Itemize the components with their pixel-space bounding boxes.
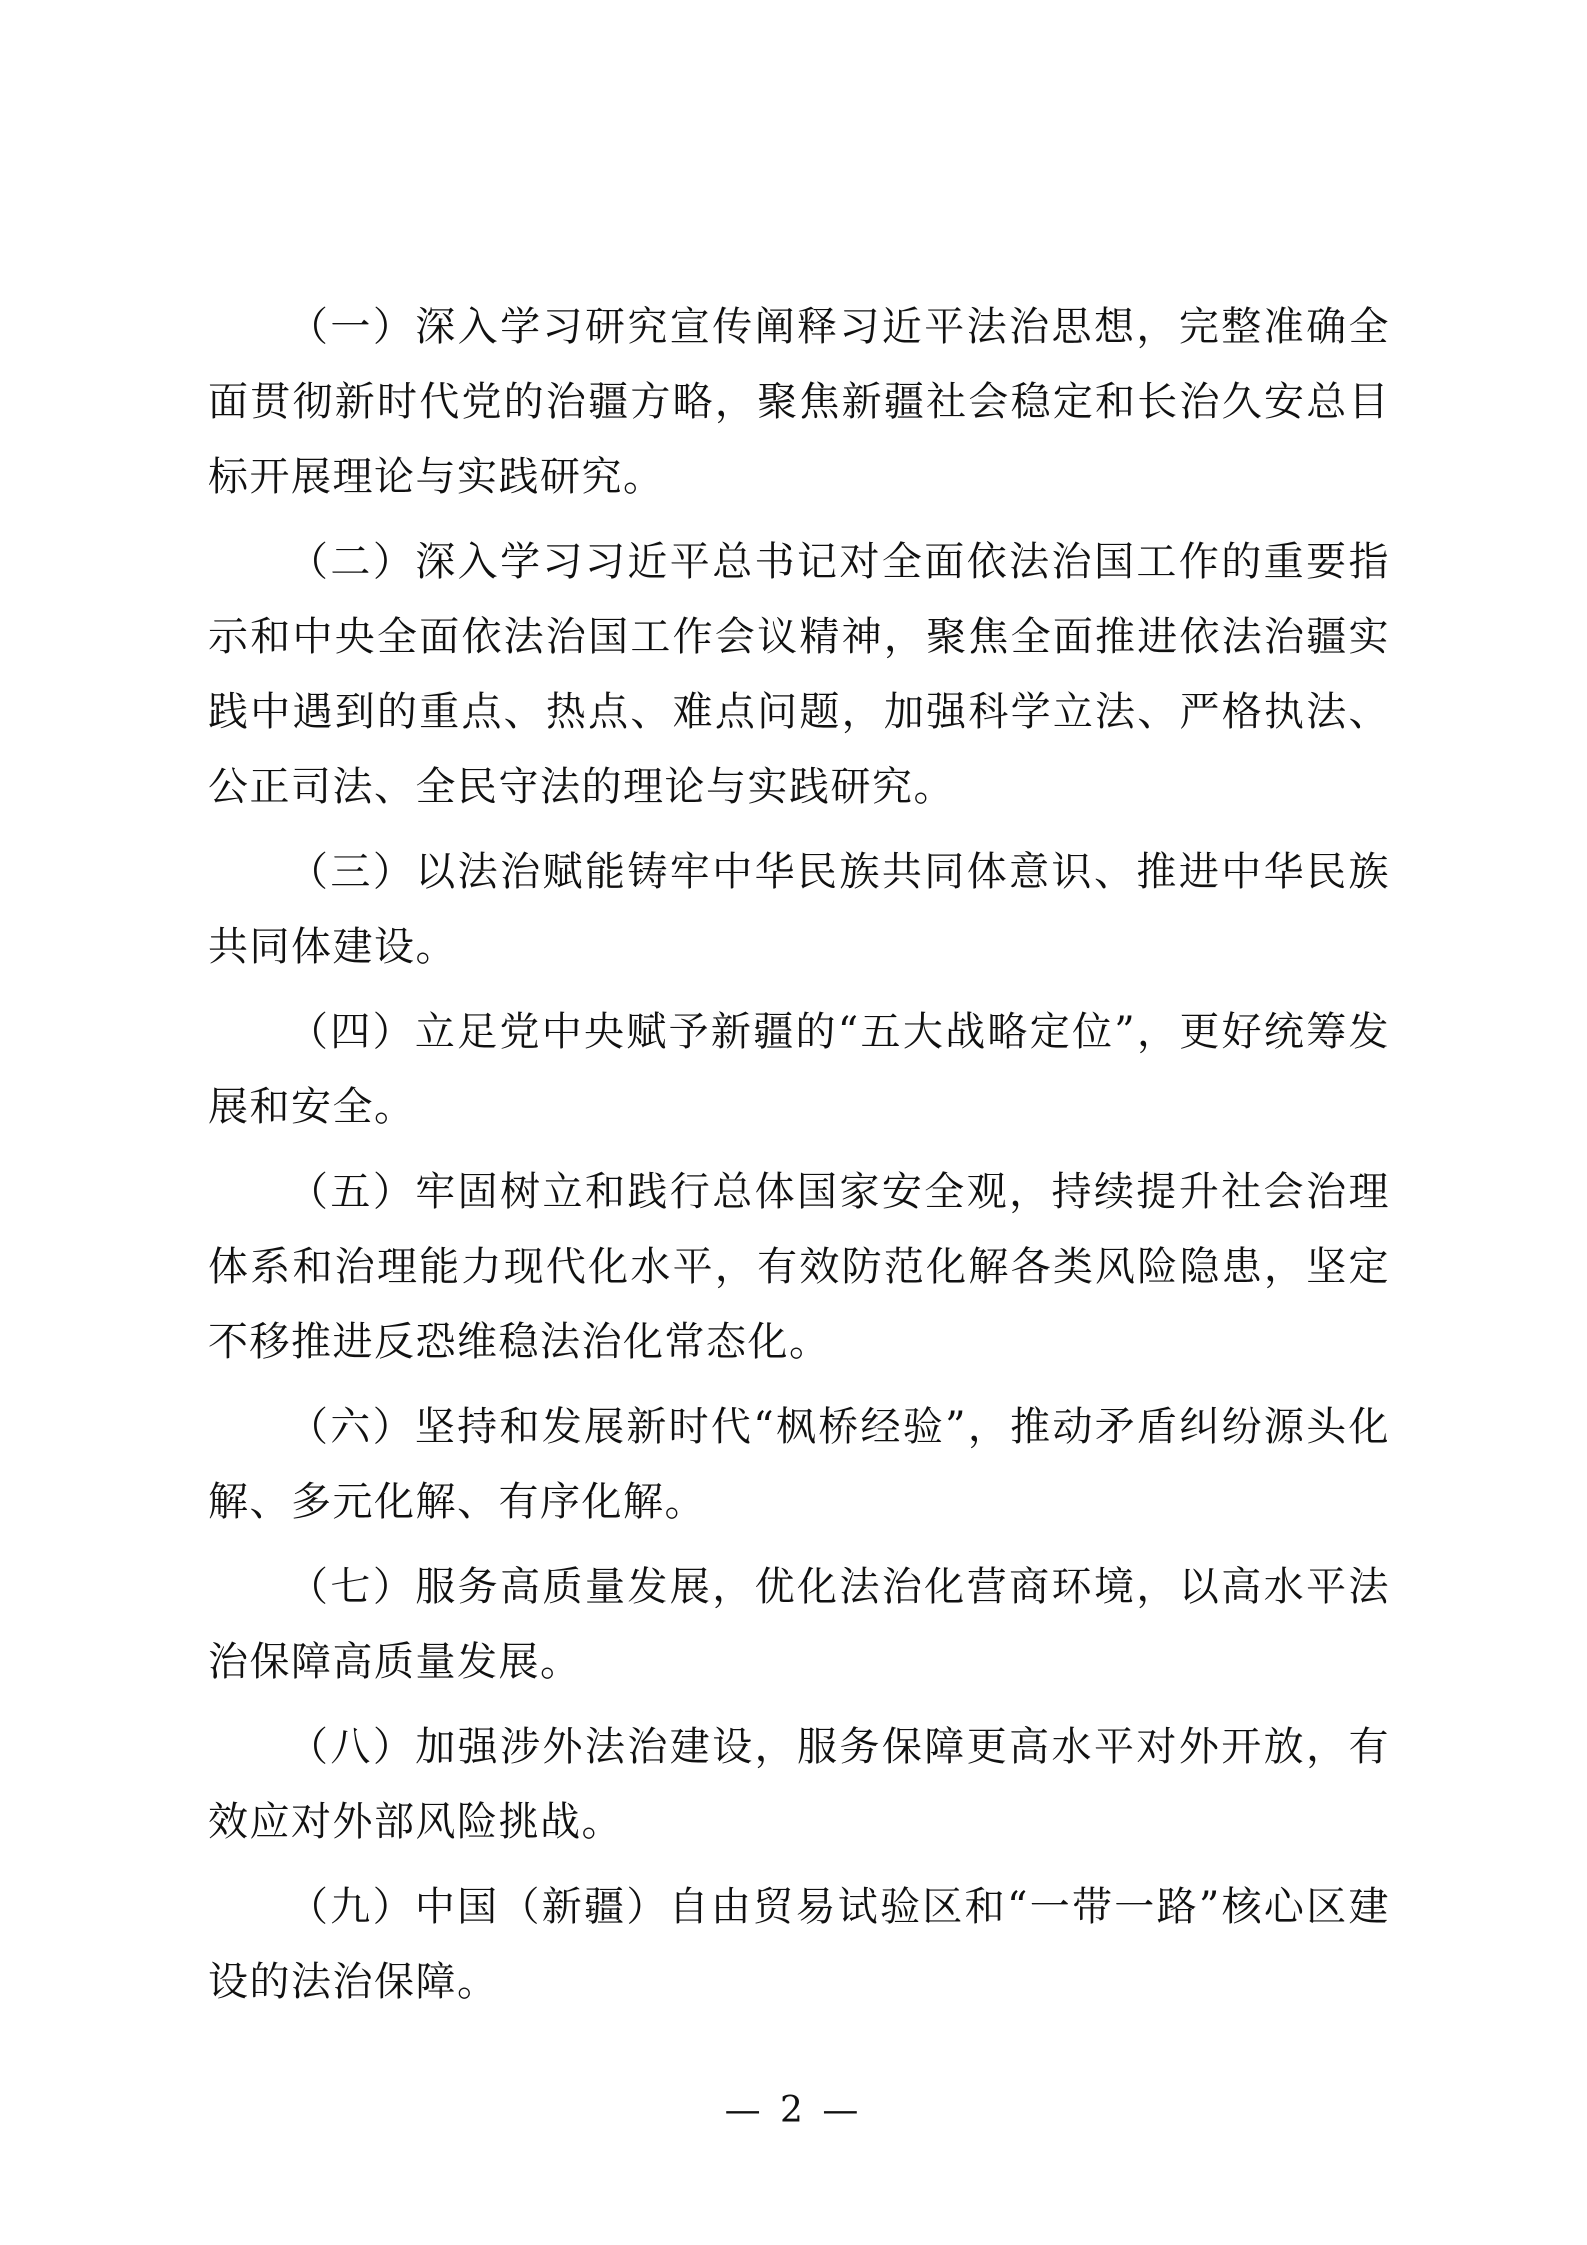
paragraph-3: （三）以法治赋能铸牢中华民族共同体意识、推进中华民族共同体建设。 [208, 849, 1390, 970]
paragraph-9: （九）中国（新疆）自由贸易试验区和“一带一路”核心区建设的法治保障。 [208, 1884, 1390, 2005]
paragraph-7: （七）服务高质量发展，优化法治化营商环境，以高水平法治保障高质量发展。 [208, 1564, 1390, 1685]
page-number: — 2 — [724, 2090, 863, 2131]
paragraph-1: （一）深入学习研究宣传阐释习近平法治思想，完整准确全面贯彻新时代党的治疆方略，聚焦新疆社会稳定和长治久安总目标开展理论与实践研究。 [208, 304, 1390, 500]
paragraph-2: （二）深入学习习近平总书记对全面依法治国工作的重要指示和中央全面依法治国工作会议精神，聚焦全面推进依法治疆实践中遇到的重点、热点、难点问题，加强科学立法、严格执法、公正司法、全民守法的理论与实践研究。 [208, 539, 1390, 810]
paragraph-5: （五）牢固树立和践行总体国家安全观，持续提升社会治理体系和治理能力现代化水平，有效防范化解各类风险隐患，坚定不移推进反恐维稳法治化常态化。 [208, 1169, 1390, 1365]
paragraph-8: （八）加强涉外法治建设，服务保障更高水平对外开放，有效应对外部风险挑战。 [208, 1724, 1390, 1845]
paragraph-6: （六）坚持和发展新时代“枫桥经验”，推动矛盾纠纷源头化解、多元化解、有序化解。 [208, 1404, 1390, 1525]
document-body [208, 290, 1390, 2030]
paragraph-4: （四）立足党中央赋予新疆的“五大战略定位”，更好统筹发展和安全。 [208, 1009, 1390, 1130]
